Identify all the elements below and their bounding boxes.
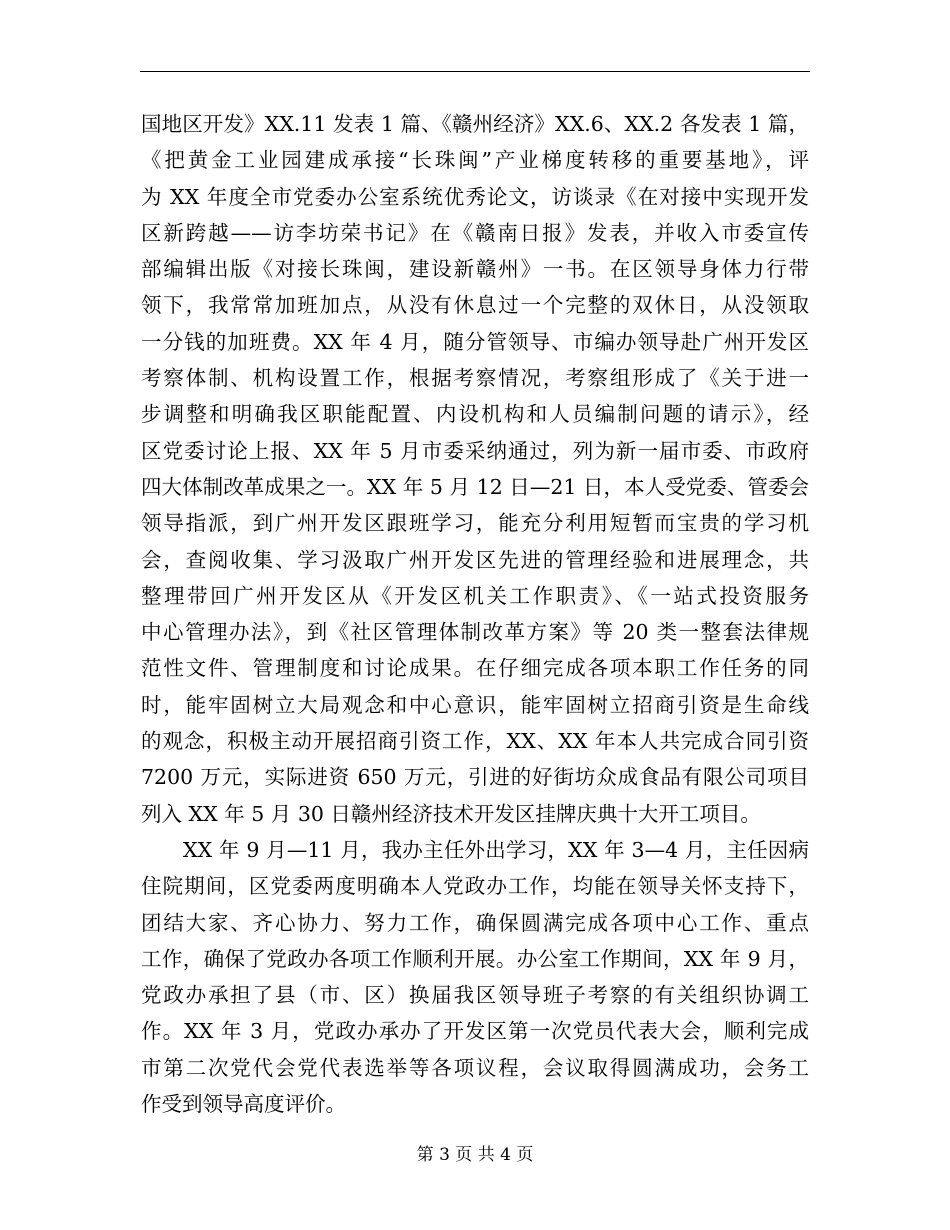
page-number: 第 3 页 共 4 页 <box>416 1145 534 1165</box>
text-line: 中心管理办法》，到《社区管理体制改革方案》等 20 类一整套法律规 <box>141 620 809 645</box>
text-line: 区新跨越——访李坊荣书记》在《赣南日报》发表，并收入市委宣传 <box>141 220 809 245</box>
text-line: 作受到领导高度评价。 <box>141 1092 346 1117</box>
text-line: 为 XX 年度全市党委办公室系统优秀论文，访谈录《在对接中实现开发 <box>141 184 809 209</box>
text-line: 领下，我常常加班加点，从没有休息过一个完整的双休日，从没领取 <box>141 293 809 318</box>
text-line: 四大体制改革成果之一。XX 年 5 月 12 日—21 日，本人受党委、管委会 <box>141 474 809 499</box>
text-line: 团结大家、齐心协力、努力工作，确保圆满完成各项中心工作、重点 <box>141 910 809 935</box>
text-line: 一分钱的加班费。XX 年 4 月，随分管领导、市编办领导赴广州开发区 <box>141 329 809 354</box>
text-line: 7200 万元，实际进资 650 万元，引进的好街坊众成食品有限公司项目 <box>141 765 809 790</box>
text-line: 会，查阅收集、学习汲取广州开发区先进的管理经验和进展理念，共 <box>141 547 809 572</box>
text-line: XX 年 9 月—11 月，我办主任外出学习，XX 年 3—4 月，主任因病 <box>183 837 809 862</box>
text-line: 整理带回广州开发区从《开发区机关工作职责》、《一站式投资服务 <box>141 583 809 608</box>
text-line: 列入 XX 年 5 月 30 日赣州经济技术开发区挂牌庆典十大开工项目。 <box>141 801 761 826</box>
text-line: 的观念，积极主动开展招商引资工作，XX、XX 年本人共完成合同引资 <box>141 729 809 754</box>
text-line: 党政办承担了县（市、区）换届我区领导班子考察的有关组织协调工 <box>141 983 809 1008</box>
text-line: 市第二次党代会党代表选举等各项议程，会议取得圆满成功，会务工 <box>141 1055 809 1080</box>
text-line: 领导指派，到广州开发区跟班学习，能充分利用短暂而宝贵的学习机 <box>141 511 809 536</box>
text-line: 《把黄金工业园建成承接“长珠闽”产业梯度转移的重要基地》，评 <box>141 148 809 173</box>
text-line: 考察体制、机构设置工作，根据考察情况，考察组形成了《关于进一 <box>141 366 809 391</box>
header-rule <box>140 71 810 72</box>
paragraph <box>141 832 809 1122</box>
paragraph <box>141 106 809 832</box>
text-line: 时，能牢固树立大局观念和中心意识，能牢固树立招商引资是生命线 <box>141 692 809 717</box>
text-line: 国地区开发》XX.11 发表 1 篇、《赣州经济》XX.6、XX.2 各发表 1 篇， <box>141 112 809 136</box>
text-line: 区党委讨论上报、XX 年 5 月市委采纳通过，列为新一届市委、市政府 <box>141 438 809 463</box>
text-line: 住院期间，区党委两度明确本人党政办工作，均能在领导关怀支持下， <box>141 874 809 899</box>
text-line: 步调整和明确我区职能配置、内设机构和人员编制问题的请示》，经 <box>141 402 809 427</box>
text-line: 作。XX 年 3 月，党政办承办了开发区第一次党员代表大会，顺利完成 <box>141 1019 809 1044</box>
text-line: 范性文件、管理制度和讨论成果。在仔细完成各项本职工作任务的同 <box>141 656 809 681</box>
text-line: 部编辑出版《对接长珠闽，建设新赣州》一书。在区领导身体力行带 <box>141 257 809 282</box>
text-line: 工作，确保了党政办各项工作顺利开展。办公室工作期间，XX 年 9 月， <box>141 946 809 971</box>
body-text <box>141 106 809 1122</box>
